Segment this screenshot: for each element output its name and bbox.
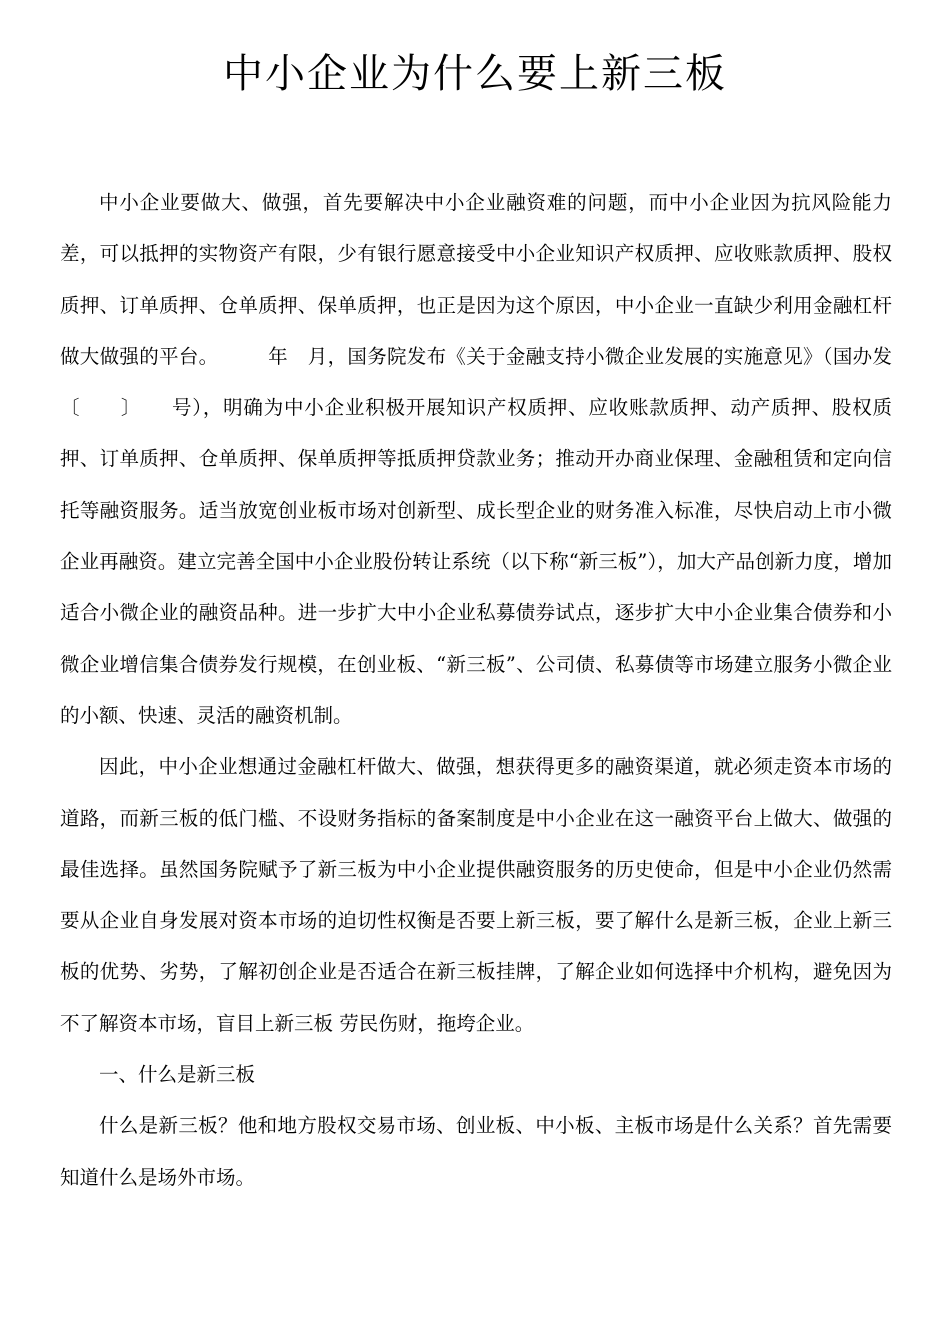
document-title: 中小企业为什么要上新三板 bbox=[223, 51, 727, 97]
paragraph-conclusion: 因此，中小企业想通过金融杠杆做大、做强，想获得更多的融资渠道，就必须走资本市场的道路，而新三板的低门槛、不设财务指标的备案制度是中小企业在这一融资平台上做大、做强的最佳选择。虽然国务院赋予了新三板为中小企业提供融资服务的历史使命，但是中小企业仍然需要从企业自身发展对资本市场的迫切性权衡是否要上新三板，要了解什么是新三板，企业上新三板的优势、劣势，了解初创企业是否适合在新三板挂牌，了解企业如何选择中介机构，避免因为不了解资本市场，盲目上新三板 劳民伤财，拖垮企业。 bbox=[60, 755, 892, 1035]
paragraph-question: 什么是新三板？他和地方股权交易市场、创业板、中小板、主板市场是什么关系？首先需要知道什么是场外市场。 bbox=[60, 1114, 892, 1189]
document-body bbox=[60, 177, 892, 1203]
paragraph-intro: 中小企业要做大、做强，首先要解决中小企业融资难的问题，而中小企业因为抗风险能力差，可以抵押的实物资产有限，少有银行愿意接受中小企业知识产权质押、应收账款质押、股权质押、订单质押、仓单质押、保单质押，也正是因为这个原因，中小企业一直缺少利用金融杠杆做大做强的平台。 年 月，国务院发布《关于金融支持小微企业发展的实施意见》（国办发〔 〕 号），明确为中小企业积极开展知识产权质押、应收账款质押、动产质押、股权质押、订单质押、仓单质押、保单质押等抵质押贷款业务；推动开办商业保理、金融租赁和定向信托等融资服务。适当放宽创业板市场对创新型、成长型企业的财务准入标准，尽快启动上市小微企业再融资。建立完善全国中小企业股份转让系统（以下称“新三板”），加大产品创新力度，增加适合小微企业的融资品种。进一步扩大中小企业私募债券试点，逐步扩大中小企业集合债券和小微企业增信集合债券发行规模，在创业板、“新三板”、公司债、私募债等市场建立服务小微企业的小额、快速、灵活的融资机制。 bbox=[60, 191, 892, 727]
section-heading: 一、什么是新三板 bbox=[99, 1063, 256, 1087]
